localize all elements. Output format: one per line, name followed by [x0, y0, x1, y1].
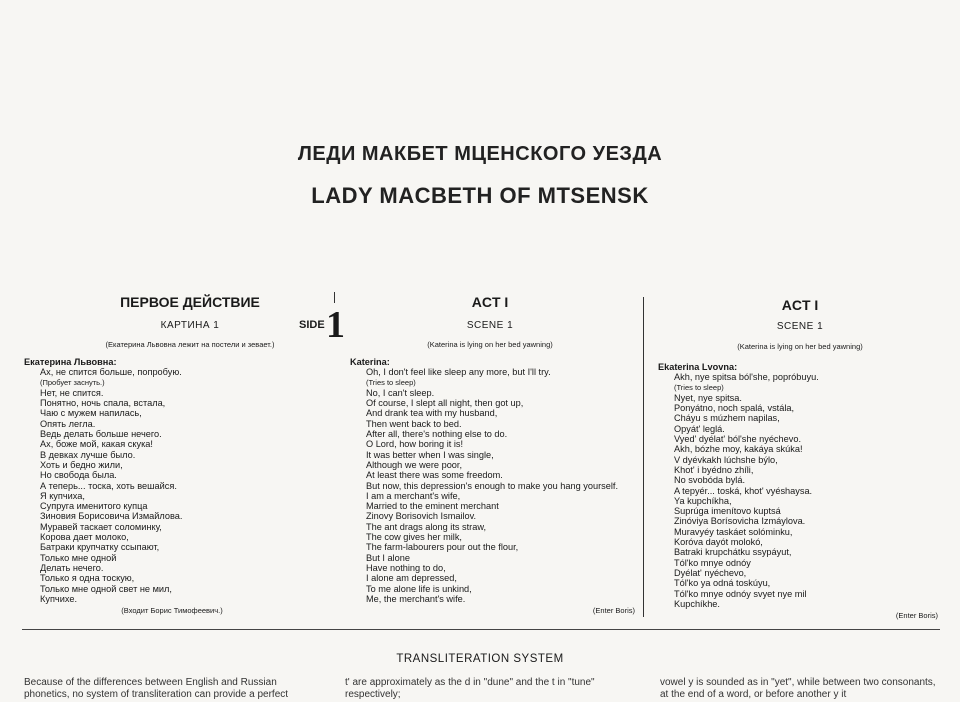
libretto-line: A tepyér... toská, khot' vyéshaysa. — [674, 485, 813, 496]
libretto-line: It was better when I was single, — [366, 449, 494, 460]
libretto-line: But I alone — [366, 552, 410, 563]
libretto-line: Только мне одной свет не мил, — [40, 583, 172, 594]
libretto-line: Опять легла. — [40, 418, 96, 429]
stage-direction-english: (Katerina is lying on her bed yawning) — [427, 340, 553, 349]
libretto-line: Opyát' leglá. — [674, 423, 725, 434]
libretto-line: Vyed' dyélat' ból'she nyéchevo. — [674, 434, 801, 445]
exit-stage-direction: (Enter Boris) — [592, 606, 635, 616]
libretto-line: Akh, bózhe moy, kakáya skúka! — [674, 444, 803, 455]
libretto-line: Чаю с мужем напилась, — [40, 408, 142, 419]
libretto-line: And drank tea with my husband, — [366, 408, 498, 419]
act-heading-russian: ПЕРВОЕ ДЕЙСТВИЕ — [120, 294, 260, 310]
libretto-line: After all, there's nothing else to do. — [366, 429, 508, 440]
libretto-line: Нет, не спится. — [40, 387, 104, 398]
libretto-line: Ya kupchíkha, — [674, 495, 732, 506]
stage-direction: (Tries to sleep) — [674, 382, 724, 392]
libretto-line: Делать нечего. — [40, 562, 104, 573]
libretto-line: V dyévkakh lúchshe býlo, — [674, 454, 778, 465]
column-divider — [643, 297, 644, 617]
libretto-line: А теперь... тоска, хоть вешайся. — [40, 480, 177, 491]
libretto-line: В девках лучше было. — [40, 449, 136, 460]
libretto-line: O Lord, how boring it is! — [366, 439, 464, 450]
libretto-column-transliteration — [658, 362, 938, 621]
libretto-line: Ах, не спится больше, попробую. — [40, 367, 182, 378]
libretto-line: At least there was some freedom. — [366, 470, 503, 481]
libretto-line: Зиновия Борисовича Измайлова. — [40, 511, 183, 522]
scene-heading-transliteration: SCENE 1 — [776, 321, 824, 332]
libretto-line: Только я одна тоскую, — [40, 573, 135, 584]
libretto-line: I alone am depressed, — [366, 573, 457, 584]
libretto-line: Zinóviya Borísovicha Izmáylova. — [674, 516, 806, 527]
libretto-line: Dyélat' nyéchevo, — [674, 567, 747, 578]
libretto-line: Я купчиха, — [40, 490, 85, 501]
libretto-line: No svobóda bylá. — [674, 475, 745, 486]
libretto-line: Cháyu s múzhem napilas, — [674, 413, 780, 424]
libretto-line: Корова дает молоко, — [40, 532, 129, 543]
libretto-line: No, I can't sleep. — [366, 387, 435, 398]
speaker-name: Ekaterina Lvovna: — [658, 362, 738, 372]
section-divider — [22, 629, 940, 630]
libretto-column-russian — [24, 357, 304, 616]
libretto-line: The ant drags along its straw, — [366, 521, 487, 532]
transliteration-heading: TRANSLITERATION SYSTEM — [396, 653, 564, 665]
libretto-line: Tól'ko ya odná toskúyu, — [674, 578, 771, 589]
speaker-name: Katerina: — [350, 357, 390, 367]
libretto-line: The farm-labourers pour out the flour, — [366, 542, 519, 553]
libretto-line: Хоть и бедно жили, — [40, 459, 123, 470]
transliteration-text-col3: vowel y is sounded as in "yet", while between two consonants, at the end of a word, or before another y it — [660, 677, 936, 700]
libretto-line: Понятно, ночь спала, встала, — [40, 398, 166, 409]
libretto-line: Nyet, nye spitsa. — [674, 392, 742, 403]
libretto-line: Zinovy Borisovich Ismailov. — [366, 511, 477, 522]
title-russian: ЛЕДИ МАКБЕТ МЦЕНСКОГО УЕЗДА — [297, 143, 663, 165]
libretto-line: Suprúga imenítovo kuptsá — [674, 506, 781, 517]
exit-stage-direction: (Входит Борис Тимофеевич.) — [121, 606, 223, 616]
libretto-line: Married to the eminent merchant — [366, 501, 499, 512]
side-tick — [334, 292, 335, 303]
libretto-line: Batraki krupchátku ssypáyut, — [674, 547, 792, 558]
libretto-line: Муравей таскает соломинку, — [40, 521, 162, 532]
libretto-line: To me alone life is unkind, — [366, 583, 472, 594]
libretto-line: Muravyéy taskáet solóminku, — [674, 526, 793, 537]
libretto-line: Of course, I slept all night, then got up, — [366, 398, 524, 409]
libretto-line: The cow gives her milk, — [366, 532, 462, 543]
libretto-line: But now, this depression's enough to make you hang yourself. — [366, 480, 619, 491]
libretto-line: Купчихе. — [40, 593, 77, 604]
scene-heading-russian: КАРТИНА 1 — [160, 320, 220, 331]
libretto-line: Ведь делать больше нечего. — [40, 429, 162, 440]
transliteration-text-col2: t' are approximately as the d in "dune" and the t in "tune" respectively; — [345, 677, 595, 700]
libretto-line: Akh, nye spitsa ból'she, popróbuyu. — [674, 372, 819, 383]
speaker-name: Екатерина Львовна: — [24, 357, 117, 367]
title-english: LADY MACBETH OF MTSENSK — [311, 183, 649, 208]
libretto-line: Tól'ko mnye odnóy — [674, 557, 751, 568]
libretto-line: Koróva dayót molokó, — [674, 537, 763, 548]
libretto-line: Ponyátno, noch spalá, vstála, — [674, 403, 795, 414]
act-heading-transliteration: ACT I — [781, 297, 819, 313]
libretto-line: Супруга именитого купца — [40, 501, 148, 512]
libretto-line: Khot' i byédno zhíli, — [674, 464, 754, 475]
side-label: SIDE — [299, 319, 325, 331]
libretto-line: I am a merchant's wife, — [366, 490, 461, 501]
libretto-line: Oh, I don't feel like sleep any more, but I'll try. — [366, 367, 551, 378]
libretto-line: Although we were poor, — [366, 459, 463, 470]
stage-direction: (Пробует заснуть.) — [40, 377, 105, 387]
libretto-line: Ах, боже мой, какая скука! — [40, 439, 153, 450]
transliteration-text-col1: Because of the differences between English and Russian phonetics, no system of transliteration can provide a perfect — [24, 677, 289, 700]
stage-direction: (Tries to sleep) — [366, 377, 416, 387]
stage-direction-transliteration: (Katerina is lying on her bed yawning) — [737, 342, 863, 351]
libretto-line: Только мне одной — [40, 552, 117, 563]
scene-heading-english: SCENE 1 — [466, 320, 514, 331]
side-number: 1 — [326, 304, 345, 346]
libretto-line: Но свобода была. — [40, 470, 117, 481]
libretto-line: Have nothing to do, — [366, 562, 446, 573]
libretto-line: Then went back to bed. — [366, 418, 462, 429]
act-heading-english: ACT I — [471, 294, 509, 310]
exit-stage-direction: (Enter Boris) — [895, 611, 938, 621]
libretto-line: Kupchíkhe. — [674, 598, 720, 609]
libretto-line: Tól'ko mnye odnóy svyet nye mil — [674, 588, 807, 599]
libretto-line: Me, the merchant's wife. — [366, 593, 466, 604]
stage-direction-russian: (Екатерина Львовна лежит на постели и зевает.) — [105, 340, 275, 349]
libretto-line: Батраки крупчатку ссыпают, — [40, 542, 160, 553]
libretto-column-english — [350, 357, 635, 616]
